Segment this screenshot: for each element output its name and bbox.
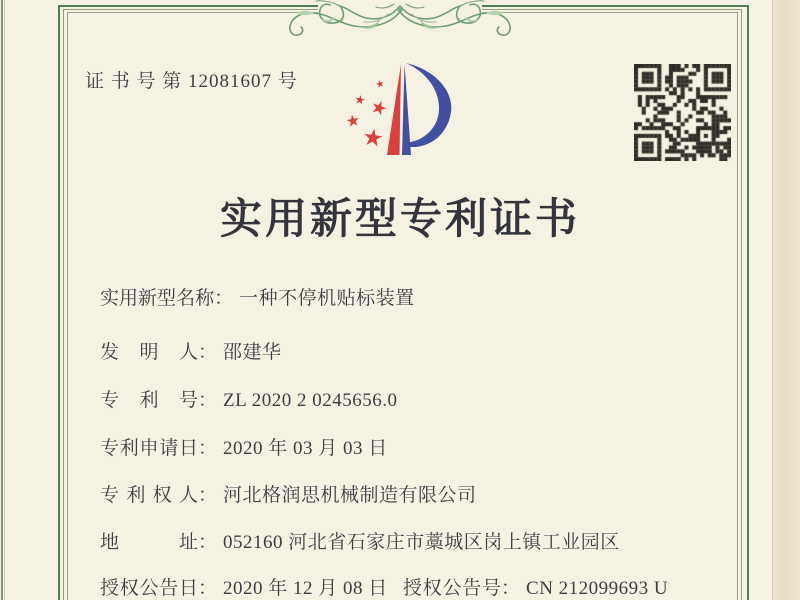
field-label: 专 利 号 <box>100 390 198 411</box>
field-value: 一种不停机贴标装置 <box>239 288 415 309</box>
field-label: 专 利 申 请 日 <box>100 438 198 459</box>
field-row <box>100 527 620 554</box>
field-row <box>100 433 388 460</box>
field-row <box>100 573 388 600</box>
field-label: 地 址 <box>100 532 198 553</box>
field-row <box>100 385 398 412</box>
field-value: 052160 河北省石家庄市藁城区岗上镇工业园区 <box>223 532 620 553</box>
field-value: 邵建华 <box>223 342 282 363</box>
certificate-title: 实用新型专利证书 <box>219 197 580 243</box>
field-row <box>100 480 477 507</box>
field-value: CN 212099693 U <box>526 578 669 599</box>
field-colon: ： <box>198 485 218 506</box>
field-label: 授 权 公 告 日 <box>100 578 198 599</box>
field-colon: ： <box>198 532 218 553</box>
field-value: 河北格润思机械制造有限公司 <box>223 485 477 506</box>
field-label: 实 用 新 型 名 称 <box>100 288 215 309</box>
field-colon: ： <box>198 578 218 599</box>
field-value: 2020 年 12 月 08 日 <box>223 578 388 599</box>
field-label: 授 权 公 告 号 <box>403 578 501 599</box>
field-colon: ： <box>198 390 218 411</box>
field-row <box>100 337 282 364</box>
field-row <box>100 283 415 310</box>
field-colon: ： <box>501 578 521 599</box>
field-label: 发 明 人 <box>100 342 198 363</box>
field-row <box>403 573 668 600</box>
field-colon: ： <box>198 438 218 459</box>
field-colon: ： <box>198 342 218 363</box>
field-colon: ： <box>214 288 234 309</box>
field-value: 2020 年 03 月 03 日 <box>223 438 388 459</box>
certificate-number: 证 书 号 第 12081607 号 <box>85 71 298 92</box>
field-label: 专 利 权 人 <box>100 485 198 506</box>
field-value: ZL 2020 2 0245656.0 <box>223 390 398 411</box>
